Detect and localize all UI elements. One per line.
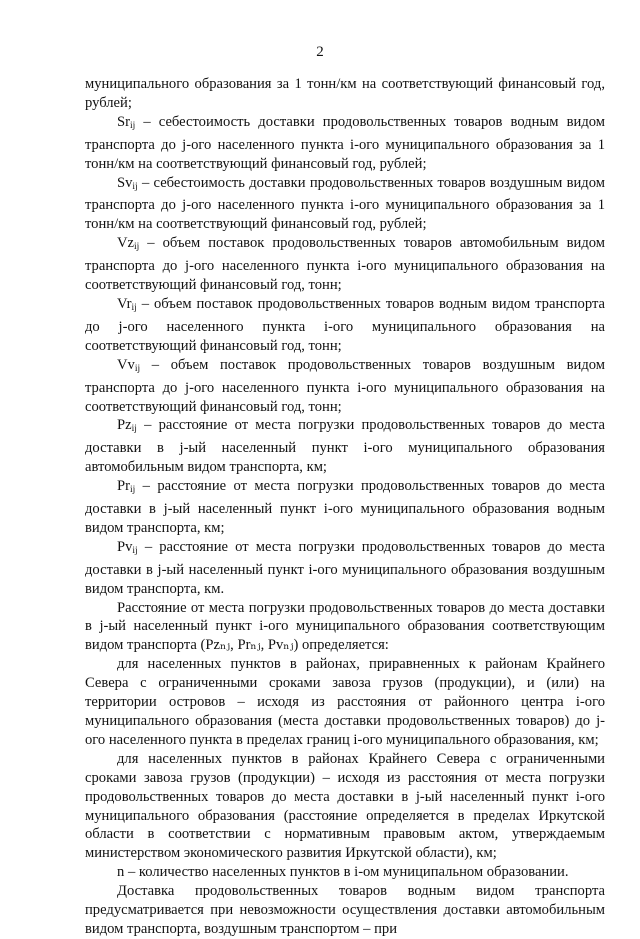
paragraph-text: Расстояние от места погрузки продовольственных товаров до места доставки в j-ый населенный пункт i-ого муниципального образования соответствующим видом транспорта (Pzₙⱼ, Prₙⱼ, Pvₙⱼ) определяется: xyxy=(85,599,605,654)
paragraph-text: – себестоимость доставки продовольственных товаров воздушным видом транспорта до j-ого населенного пункта i-ого муниципального образования за 1 тонн/км на соответствующий финансовый год, рублей; xyxy=(85,174,605,233)
definition-pz xyxy=(85,416,605,477)
paragraph-text: n – количество населенных пунктов в i-ом муниципальном образовании. xyxy=(117,864,569,881)
document-body xyxy=(85,75,605,939)
definition-vz xyxy=(85,234,605,295)
symbol-sv: $Sv_{ij}$ xyxy=(117,174,138,192)
definition-sv xyxy=(85,174,605,235)
paragraph-text: Доставка продовольственных товаров водным видом транспорта предусматривается при невозможности осуществления доставки автомобильным видом транспорта, воздушным транспортом – при xyxy=(85,883,605,937)
symbol-sr: $Sr_{ij}$ xyxy=(117,113,136,131)
paragraph-islands-case xyxy=(85,655,605,750)
paragraph-text: – расстояние от места погрузки продовольственных товаров до места доставки в j-ый населенный пункт i-ого муниципального образования воздушным видом транспорта, км. xyxy=(85,538,605,597)
paragraph-text: – объем поставок продовольственных товаров автомобильным видом транспорта до j-ого населенного пункта i-ого муниципального образования на соответствующий финансовый год, тонн; xyxy=(85,235,605,294)
definition-sr xyxy=(85,113,605,174)
paragraph-continuation xyxy=(85,75,605,113)
paragraph-n-definition xyxy=(85,863,605,882)
symbol-vr: $Vr_{ij}$ xyxy=(117,295,137,313)
paragraph-text: муниципального образования за 1 тонн/км на соответствующий финансовый год, рублей; xyxy=(85,76,605,111)
paragraph-text: – объем поставок продовольственных товаров водным видом транспорта до j-ого населенного пункта i-ого муниципального образования на соответствующий финансовый год, тонн; xyxy=(85,295,605,354)
symbol-vv: $Vv_{ij}$ xyxy=(117,356,141,374)
symbol-pz: $Pz_{ij}$ xyxy=(117,417,137,435)
paragraph-delivery xyxy=(85,882,605,939)
definition-vr xyxy=(85,295,605,356)
symbol-vz: $Vz_{ij}$ xyxy=(117,235,140,253)
symbol-pv: $Pv_{ij}$ xyxy=(117,538,138,556)
paragraph-text: – расстояние от места погрузки продовольственных товаров до места доставки в j-ый населенный пункт i-ого муниципального образования автомобильным видом транспорта, км; xyxy=(85,417,605,476)
paragraph-text: для населенных пунктов в районах Крайнего Севера с ограниченными сроками завоза грузов (продукции) – исходя из расстояния от места погрузки продовольственных товаров до места доставки в j-ый населенный пункт i-ого муниципального образования (расстояние определяется в пределах Иркутской области в соответствии с нормативным правовым актом, утверждаемым министерством экономического развития Иркутской области), км; xyxy=(85,750,605,862)
paragraph-text: – расстояние от места погрузки продовольственных товаров до места доставки в j-ый населенный пункт i-ого муниципального образования водным видом транспорта, км; xyxy=(85,478,605,536)
page-number: 2 xyxy=(316,44,324,60)
paragraph-text: для населенных пунктов в районах, приравненных к районам Крайнего Севера с ограниченными сроками завоза грузов (продукции), и (или) на территории островов – исходя из расстояния от районного центра i-ого муниципального образования (места доставки продовольственных товаров) до j-ого населенного пункта в пределах границ i-ого муниципального образования, км; xyxy=(85,656,605,748)
paragraph-distance-definition xyxy=(85,599,605,656)
definition-vv xyxy=(85,356,605,417)
paragraph-far-north-case xyxy=(85,750,605,863)
paragraph-text: – себестоимость доставки продовольственных товаров водным видом транспорта до j-ого населенного пункта i-ого муниципального образования за 1 тонн/км на соответствующий финансовый год, рублей; xyxy=(85,113,605,172)
definition-pr xyxy=(85,477,605,538)
paragraph-text: – объем поставок продовольственных товаров воздушным видом транспорта до j-ого населенного пункта i-ого муниципального образования на соответствующий финансовый год, тонн; xyxy=(85,356,605,415)
symbol-pr: $Pr_{ij}$ xyxy=(117,478,136,496)
definition-pv xyxy=(85,538,605,599)
